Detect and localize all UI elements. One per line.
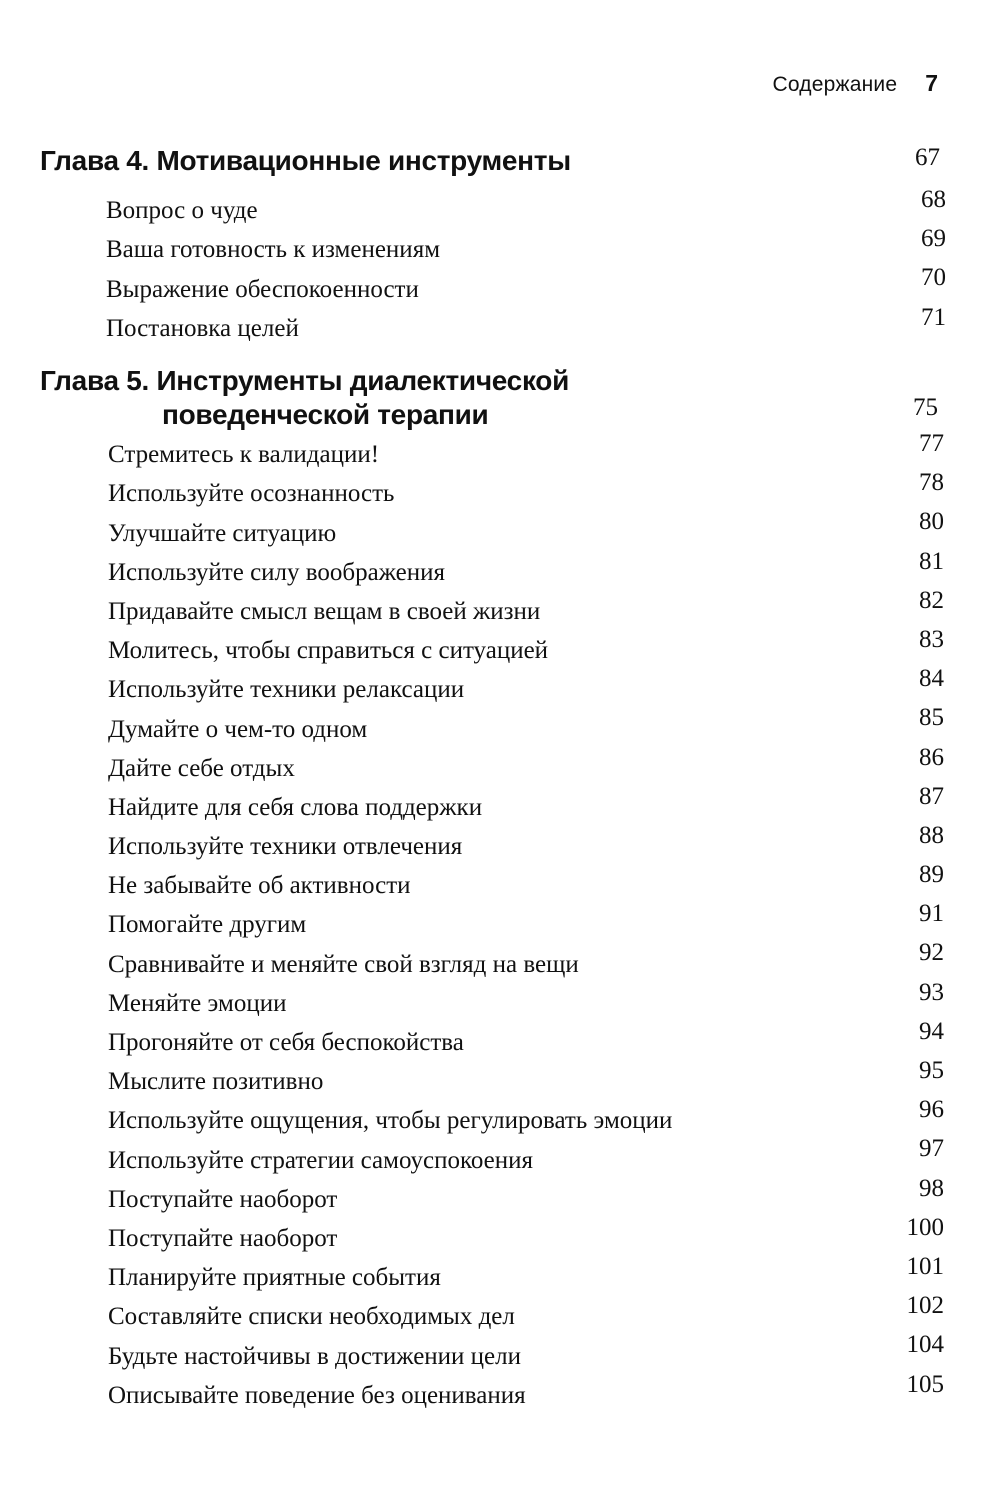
chapter-5-title-line-1: Глава 5. Инструменты диалектической: [40, 365, 570, 396]
toc-entry-title: Описывайте поведение без оценивания: [108, 1381, 526, 1409]
toc-entry-page: 93: [919, 978, 944, 1006]
toc-entry-title: Молитесь, чтобы справиться с ситуацией: [108, 637, 549, 665]
toc-entry: [108, 469, 944, 514]
toc-entry-page: 78: [919, 469, 944, 497]
toc-entry: [108, 939, 944, 984]
toc-entry: [108, 743, 944, 789]
toc-entry: [106, 186, 946, 231]
toc-entry-title: Стремитесь к валидации!: [108, 441, 380, 469]
toc-entry: [108, 861, 944, 906]
toc-entry-title: Придавайте смысл вещам в своей жизни: [108, 597, 541, 625]
toc-entry-page: 71: [921, 303, 946, 331]
toc-entry-title: Используйте ощущения, чтобы регулировать эмоции: [108, 1107, 673, 1135]
toc-entry-title: Поступайте наоборот: [108, 1185, 338, 1213]
toc-entry-page: 70: [921, 264, 946, 292]
toc-entry-title: Ваша готовность к изменениям: [106, 236, 441, 264]
toc-entry-page: 104: [906, 1331, 944, 1359]
toc-entry-page: 101: [906, 1252, 944, 1280]
chapter-5-title-line-2: поведенческой терапии: [162, 399, 489, 430]
toc-entry: [108, 1370, 944, 1416]
toc-entry: [108, 900, 944, 945]
toc-entry-title: Будьте настойчивы в достижении цели: [108, 1342, 522, 1370]
toc-entry-page: 83: [919, 625, 944, 653]
toc-entry-page: 84: [919, 665, 944, 693]
toc-entry: [108, 547, 944, 593]
toc-entry: [108, 586, 944, 632]
toc-entry-page: 102: [906, 1292, 944, 1320]
toc-entry-title: Используйте техники отвлечения: [108, 833, 463, 861]
toc-entry: [108, 508, 944, 553]
toc-entry-title: Используйте осознанность: [108, 480, 395, 508]
chapter-4-page: 67: [915, 144, 940, 171]
toc-entry-title: Дайте себе отдых: [108, 754, 295, 782]
toc-entry-page: 100: [906, 1213, 944, 1241]
toc-entry: [108, 978, 944, 1024]
toc-entry-title: Используйте силу воображения: [108, 558, 446, 586]
toc-entry: [108, 1292, 944, 1337]
toc-entry-page: 68: [921, 186, 946, 213]
toc-entry: [108, 1135, 944, 1180]
toc-entry: [108, 1331, 944, 1376]
chapter-4-heading: [40, 144, 940, 178]
toc-entry-page: 95: [919, 1057, 944, 1084]
chapter-4-title: Глава 4. Мотивационные инструменты: [40, 145, 571, 176]
toc-entry-title: Вопрос о чуде: [106, 197, 258, 225]
toc-entry-title: Помогайте другим: [108, 911, 307, 939]
toc-entry-title: Выражение обеспокоенности: [106, 275, 419, 303]
toc-entry-page: 81: [919, 547, 944, 575]
toc-entry: [108, 1057, 944, 1102]
toc-entry: [108, 1096, 944, 1141]
toc-entry-page: 88: [919, 821, 944, 849]
toc-entry-title: Составляйте списки необходимых дел: [108, 1303, 515, 1331]
running-header: [772, 70, 938, 97]
toc-entry: [108, 1252, 944, 1298]
toc-entry-title: Меняйте эмоции: [108, 989, 287, 1017]
toc-entry: [108, 1213, 944, 1259]
toc-entry-page: 69: [921, 225, 946, 253]
toc-entry: [108, 782, 944, 828]
toc-entry-page: 80: [919, 508, 944, 536]
toc-entry: [106, 264, 946, 309]
toc-entry-title: Используйте техники релаксации: [108, 676, 465, 704]
toc-entry-page: 94: [919, 1017, 944, 1045]
toc-entry: [106, 225, 946, 270]
toc-entry-page: 96: [919, 1096, 944, 1124]
toc-entry-page: 97: [919, 1135, 944, 1163]
toc-entry: [106, 303, 946, 349]
toc-entry-page: 86: [919, 743, 944, 771]
toc-entry: [108, 625, 944, 671]
toc-entry: [108, 704, 944, 749]
toc-entry-title: Прогоняйте от себя беспокойства: [108, 1029, 464, 1056]
toc-entry-title: Используйте стратегии самоуспокоения: [108, 1146, 534, 1174]
toc-entry-title: Сравнивайте и меняйте свой взгляд на вещи: [108, 950, 579, 978]
toc-entry-page: 85: [919, 704, 944, 732]
toc-entry-title: Улучшайте ситуацию: [108, 519, 337, 547]
toc-entry: [108, 1174, 944, 1220]
toc-entry-title: Постановка целей: [106, 314, 299, 342]
toc-entry-title: Мыслите позитивно: [108, 1068, 324, 1096]
toc-entry-page: 92: [919, 939, 944, 967]
running-header-title: Содержание: [772, 73, 898, 96]
chapter-4-entries: [106, 186, 946, 349]
toc-entry-page: 98: [919, 1174, 944, 1202]
toc-entry-title: Не забывайте об активности: [108, 872, 411, 900]
chapter-5-entries: [108, 430, 944, 1416]
toc-entry: [108, 665, 944, 710]
toc-entry-page: 87: [919, 782, 944, 810]
toc-entry: [108, 821, 944, 867]
toc-entry-page: 77: [919, 430, 944, 457]
chapter-5-page: 75: [913, 394, 938, 421]
chapter-5-title: [40, 364, 940, 432]
toc-entry-page: 89: [919, 861, 944, 889]
toc-entry-title: Поступайте наоборот: [108, 1224, 338, 1252]
toc-entry-page: 91: [919, 900, 944, 928]
page-number: 7: [925, 70, 938, 96]
toc-entry-page: 105: [906, 1370, 944, 1398]
toc-entry-title: Планируйте приятные события: [108, 1264, 441, 1292]
toc-entry-title: Найдите для себя слова поддержки: [108, 793, 483, 821]
toc-entry: [108, 1017, 944, 1063]
toc-entry: [108, 430, 944, 475]
chapter-5-heading: [40, 364, 940, 432]
toc-entry-page: 82: [919, 586, 944, 614]
toc-entry-title: Думайте о чем-то одном: [108, 715, 368, 743]
